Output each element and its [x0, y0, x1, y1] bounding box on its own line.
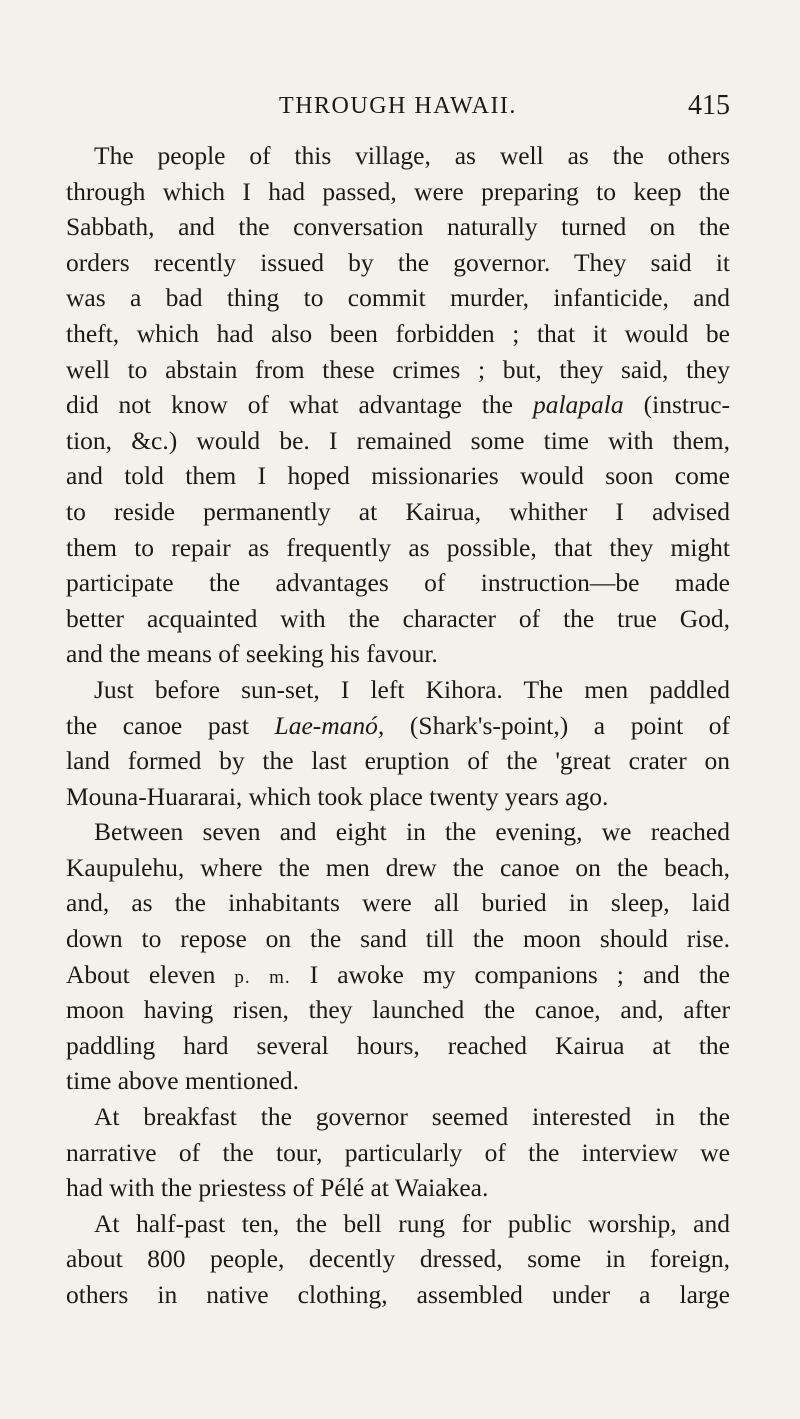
text-line [66, 494, 730, 530]
text-segment: down to repose on the sand till the moon should rise. [66, 924, 730, 954]
text-segment: land formed by the last eruption of the 'great crater on [66, 746, 730, 776]
text-segment: tion, &c.) would be. I remained some time with them, [66, 425, 730, 455]
text-segment: Mouna-Huararai, which took place twenty years ago. [66, 781, 609, 811]
text-line [66, 1277, 730, 1313]
text-line [66, 387, 730, 423]
text-segment: Between seven and eight in the evening, we reached [94, 817, 730, 847]
text-line [66, 1170, 730, 1206]
text-segment: and told them I hoped missionaries would soon come [66, 461, 730, 491]
text-segment: them to repair as frequently as possible, that they might [66, 532, 730, 562]
text-line [66, 636, 730, 672]
text-line [66, 814, 730, 850]
text-segment: and, as the inhabitants were all buried in sleep, laid [66, 888, 730, 918]
text-segment: did not know of what advantage the [66, 390, 533, 420]
text-line [66, 245, 730, 281]
text-segment: through which I had passed, were preparing to keep the [66, 176, 730, 206]
body-text [66, 138, 730, 1313]
text-segment: orders recently issued by the governor. They said it [66, 247, 730, 277]
text-segment: had with the priestess of Pélé at Waiakea. [66, 1173, 489, 1203]
text-line [66, 672, 730, 708]
text-segment: I awoke my companions ; and the [290, 959, 730, 989]
text-segment: about 800 people, decently dressed, some in foreign, [66, 1244, 730, 1274]
text-line [66, 1206, 730, 1242]
text-segment: (Shark's-point,) a point of [384, 710, 730, 740]
text-segment: About eleven [66, 959, 235, 989]
text-line [66, 992, 730, 1028]
text-segment: and the means of seeking his favour. [66, 639, 438, 669]
text-line [66, 209, 730, 245]
text-segment: others in native clothing, assembled under a large [66, 1280, 730, 1309]
text-line [66, 352, 730, 388]
text-segment: Sabbath, and the conversation naturally turned on the [66, 212, 730, 242]
text-segment: better acquainted with the character of the true God, [66, 603, 730, 633]
text-line [66, 1028, 730, 1064]
page-number: 415 [688, 90, 730, 121]
text-line [66, 743, 730, 779]
text-line [66, 601, 730, 637]
small-caps-text: p. m. [234, 966, 291, 988]
text-line [66, 174, 730, 210]
text-line [66, 565, 730, 601]
text-line [66, 1135, 730, 1171]
text-segment: was a bad thing to commit murder, infanticide, and [66, 283, 730, 313]
text-line [66, 779, 730, 815]
text-segment: the canoe past [66, 710, 275, 740]
text-line [66, 423, 730, 459]
text-line [66, 850, 730, 886]
text-line [66, 708, 730, 744]
text-segment: narrative of the tour, particularly of the interview we [66, 1137, 730, 1167]
text-line [66, 458, 730, 494]
italic-term: Lae-manó, [274, 710, 385, 740]
text-line [66, 885, 730, 921]
running-head [66, 88, 730, 128]
text-line [66, 1241, 730, 1277]
running-title: THROUGH HAWAII. [279, 93, 517, 119]
text-segment: Just before sun-set, I left Kihora. The men paddled [94, 674, 730, 704]
text-segment: Kaupulehu, where the men drew the canoe on the beach, [66, 852, 730, 882]
text-segment: At breakfast the governor seemed interested in the [94, 1102, 730, 1132]
text-segment: time above mentioned. [66, 1066, 299, 1096]
text-line [66, 138, 730, 174]
text-segment: to reside permanently at Kairua, whither I advised [66, 496, 730, 526]
text-segment: paddling hard several hours, reached Kairua at the [66, 1030, 730, 1060]
text-line [66, 530, 730, 566]
text-line [66, 280, 730, 316]
text-segment: (instruc- [623, 390, 730, 420]
text-line [66, 1099, 730, 1135]
text-line [66, 921, 730, 957]
text-segment: moon having risen, they launched the canoe, and, after [66, 995, 730, 1025]
text-segment: At half-past ten, the bell rung for public worship, and [94, 1208, 730, 1238]
text-segment: theft, which had also been forbidden ; that it would be [66, 318, 730, 348]
italic-term: palapala [532, 390, 624, 420]
text-segment: well to abstain from these crimes ; but, they said, they [66, 354, 730, 384]
text-segment: The people of this village, as well as the others [94, 141, 730, 170]
text-line [66, 1063, 730, 1099]
text-segment: participate the advantages of instruction—be made [66, 568, 730, 598]
text-line [66, 316, 730, 352]
text-line [66, 957, 730, 993]
